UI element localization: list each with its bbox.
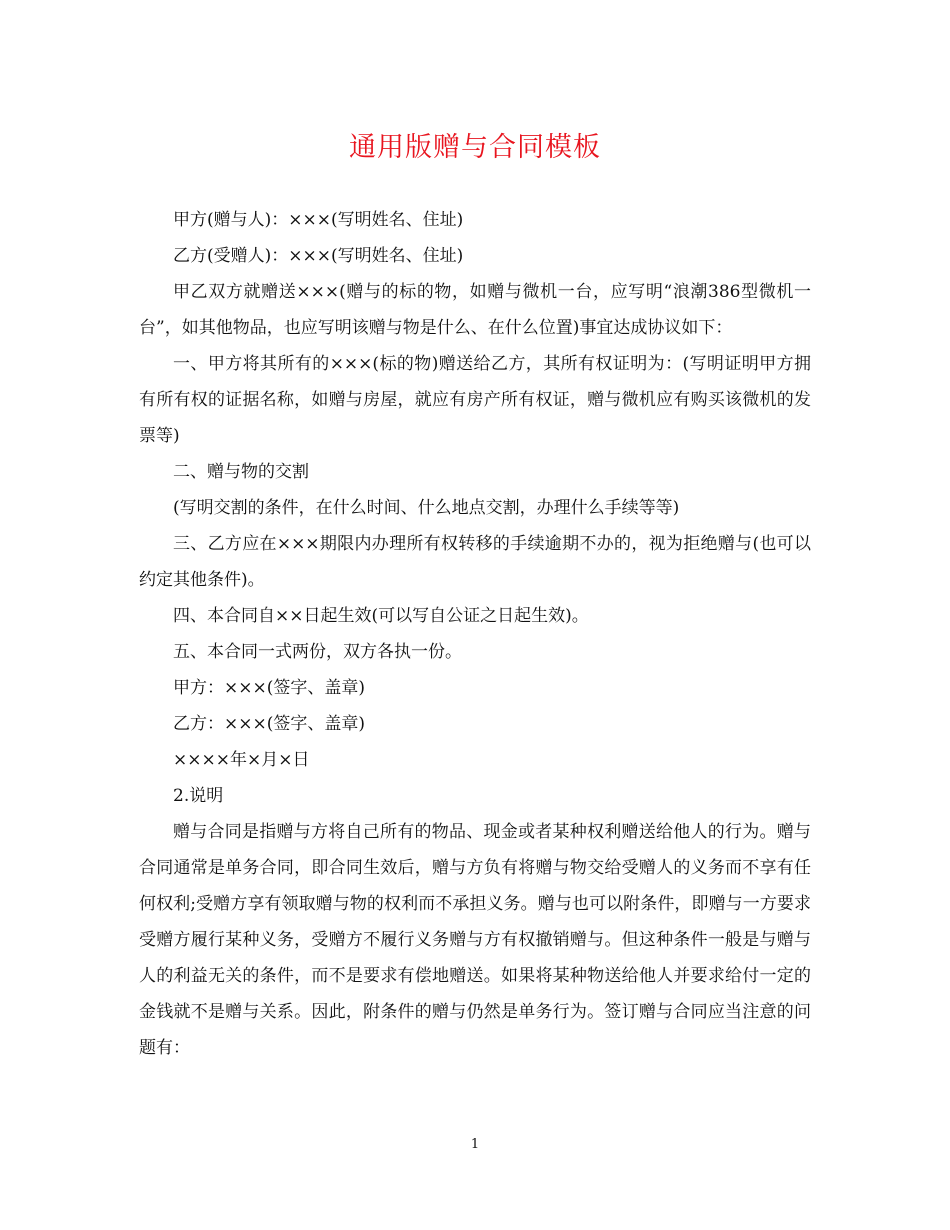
document-title: 通用版赠与合同模板 (349, 132, 601, 163)
paragraph-clause-5: 五、本合同一式两份，双方各执一份。 (173, 642, 462, 662)
paragraph-date: ××××年×月×日 (173, 750, 310, 770)
document-body (139, 202, 811, 1066)
paragraph-party-b: 乙方(受赠人)：×××(写明姓名、住址) (173, 246, 464, 266)
paragraph-explanation: 赠与合同是指赠与方将自己所有的物品、现金或者某种权利赠送给他人的行为。赠与合同通常是单务合同，即合同生效后，赠与方负有将赠与物交给受赠人的义务而不享有任何权利;受赠方享有领取赠与物的权利而不承担义务。赠与也可以附条件，即赠与一方要求受赠方履行某种义务，受赠方不履行义务赠与方有权撤销赠与。但这种条件一般是与赠与人的利益无关的条件，而不是要求有偿地赠送。如果将某种物送给他人并要求给付一定的金钱就不是赠与关系。因此，附条件的赠与仍然是单务行为。签订赠与合同应当注意的问题有： (139, 822, 811, 1058)
paragraph-signature-a: 甲方：×××(签字、盖章) (173, 678, 365, 698)
paragraph-clause-1: 一、甲方将其所有的×××(标的物)赠送给乙方，其所有权证明为：(写明证明甲方拥有所有权的证据名称，如赠与房屋，就应有房产所有权证，赠与微机应有购买该微机的发票等) (139, 354, 811, 446)
paragraph-party-a: 甲方(赠与人)：×××(写明姓名、住址) (173, 210, 464, 230)
paragraph-section-heading: 2.说明 (173, 786, 224, 806)
paragraph-clause-2-detail: (写明交割的条件，在什么时间、什么地点交割，办理什么手续等等) (173, 498, 680, 518)
paragraph-signature-b: 乙方：×××(签字、盖章) (173, 714, 365, 734)
page-number: 1 (470, 1137, 480, 1152)
paragraph-clause-2: 二、赠与物的交割 (173, 462, 309, 482)
paragraph-clause-3: 三、乙方应在×××期限内办理所有权转移的手续逾期不办的，视为拒绝赠与(也可以约定其他条件)。 (139, 534, 811, 590)
paragraph-agreement-intro: 甲乙双方就赠送×××(赠与的标的物，如赠与微机一台，应写明“浪潮386型微机一台”，如其他物品，也应写明该赠与物是什么、在什么位置)事宜达成协议如下： (139, 282, 811, 338)
paragraph-clause-4: 四、本合同自××日起生效(可以写自公证之日起生效)。 (173, 606, 589, 626)
